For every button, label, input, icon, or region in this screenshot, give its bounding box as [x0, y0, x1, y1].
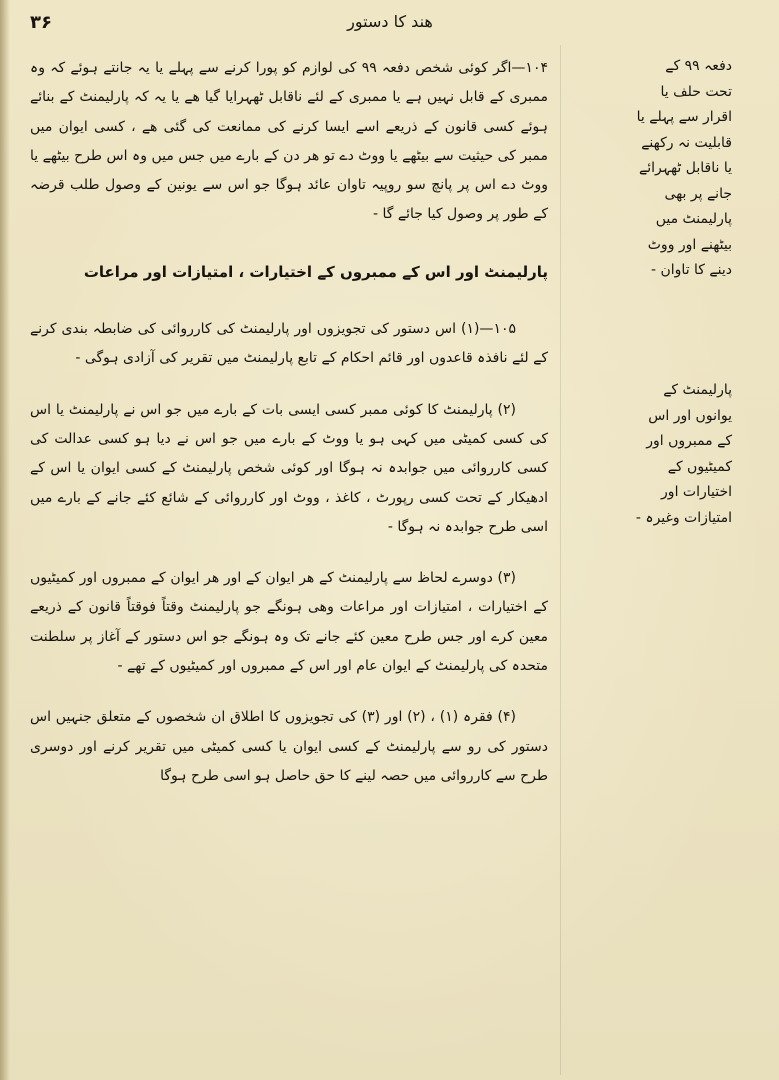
margin-note-line: بیٹھنے اور ووٹ	[647, 236, 732, 253]
margin-note-line: تحت حلف یا	[660, 83, 732, 100]
margin-note-line: پارلیمنٹ میں	[655, 211, 732, 227]
margin-note-line: اختیارات اور	[661, 484, 732, 500]
margin-note-line: یوانوں اور اس	[648, 407, 732, 424]
page-number: ۳۶	[30, 12, 52, 33]
column-divider	[560, 45, 561, 1075]
margin-note-line: پارلیمنٹ کے	[663, 382, 732, 398]
margin-note-line: قابلیت نہ رکھنے	[641, 134, 732, 151]
page-binding-shadow	[0, 0, 10, 1080]
article-104-paragraph: ۱۰۴—اگر کوئی شخص دفعہ ۹۹ کی لوازم کو پورا کرنے سے پہلے یا یہ جانتے ہوئے کہ وہ ممبری کے قابل نہیں ہے یا ممبری کے لئے ناقابل ٹھہرایا گیا ھے یا یہ کہ پارلیمنٹ کے بنائے ہوئے کسی قانون کے ذریعے اسے ایسا کرنے کی ممانعت کی گئی ھے ، کسی ایوان میں ممبر کی حیثیت سے بیٹھے یا ووٹ دے تو ھر دن کے بارے میں جس میں وہ اس طرح بیٹھے یا ووٹ دے اس پر پانچ سو روپیہ تاوان عائد ہوگا جو اس سے یونین کے وصول طلب قرضہ کے طور پر وصول کیا جائے گا -	[30, 60, 548, 223]
margin-note-line: امتیازات وغیرہ -	[635, 509, 732, 526]
article-105-clause-3: (۳) دوسرے لحاظ سے پارلیمنٹ کے ھر ایوان کے اور ھر ایوان کے ممبروں اور کمیٹیوں کے اختیارات ، امتیازات اور مراعات وھی ہونگے جو پارلیمنٹ وقتاً فوقتاً قانون کے ذریعے معین کرے اور جس طرح معین کئے جانے تک وہ ہونگے جو اس دستور کے آغاز پر سلطنت متحدہ کی پارلیمنٹ کے ایوان عام اور اس کے ممبروں اور کمیٹیوں کے تھے -	[30, 570, 548, 675]
article-105-clause-1: ۱۰۵—(۱) اس دستور کی تجویزوں اور پارلیمنٹ کی کارروائی کی ضابطہ بندی کرنے کے لئے نافذہ قاعدوں اور قائم احکام کے تابع پارلیمنٹ میں تقریر کی آزادی ہوگی -	[30, 321, 548, 367]
margin-note-line: اقرار سے پہلے یا	[636, 109, 732, 125]
margin-note-line: کے ممبروں اور	[646, 433, 732, 449]
margin-note-line: یا ناقابل ٹھہرائے	[639, 160, 732, 176]
margin-note-article-105	[572, 378, 732, 531]
margin-note-line: دفعہ ۹۹ کے	[665, 58, 732, 74]
article-105-clause-4: (۴) فقرہ (۱) ، (۲) اور (۳) کی تجویزوں کا اطلاق ان شخصوں کے متعلق جنہیں اس دستور کی رو سے پارلیمنٹ کے کسی ایوان یا کسی کمیٹی میں تقریر کرنے اور دوسری طرح سے کارروائی میں حصہ لینے کا حق حاصل ہو اسی طرح ہوگا	[30, 709, 548, 784]
main-text	[30, 54, 548, 791]
margin-note-article-104	[572, 54, 732, 284]
running-title: ھند کا دستور	[347, 12, 433, 31]
margin-note-line: دینے کا تاوان -	[651, 262, 732, 278]
section-heading: پارلیمنٹ اور اس کے ممبروں کے اختیارات ، امتیازات اور مراعات	[83, 262, 548, 281]
margin-note-line: کمیٹیوں کے	[667, 458, 732, 475]
article-105-clause-2: (۲) پارلیمنٹ کا کوئی ممبر کسی ایسی بات کے بارے میں جو اس نے پارلیمنٹ یا اس کی کسی کمیٹی میں کہی ہو یا ووٹ کے بارے میں جو اس نے دیا ہو کسی عدالت کی کسی کارروائی میں جوابدہ نہ ہوگا اور کوئی شخص پارلیمنٹ کے کسی ایوان یا اس کے ادھیکار کے تحت کسی رپورٹ ، کاغذ ، ووٹ اور کارروائی کے شائع کئے جانے کے بارے میں اسی طرح جوابدہ نہ ہوگا -	[30, 401, 548, 535]
margin-note-line: جانے پر بھی	[664, 185, 732, 202]
